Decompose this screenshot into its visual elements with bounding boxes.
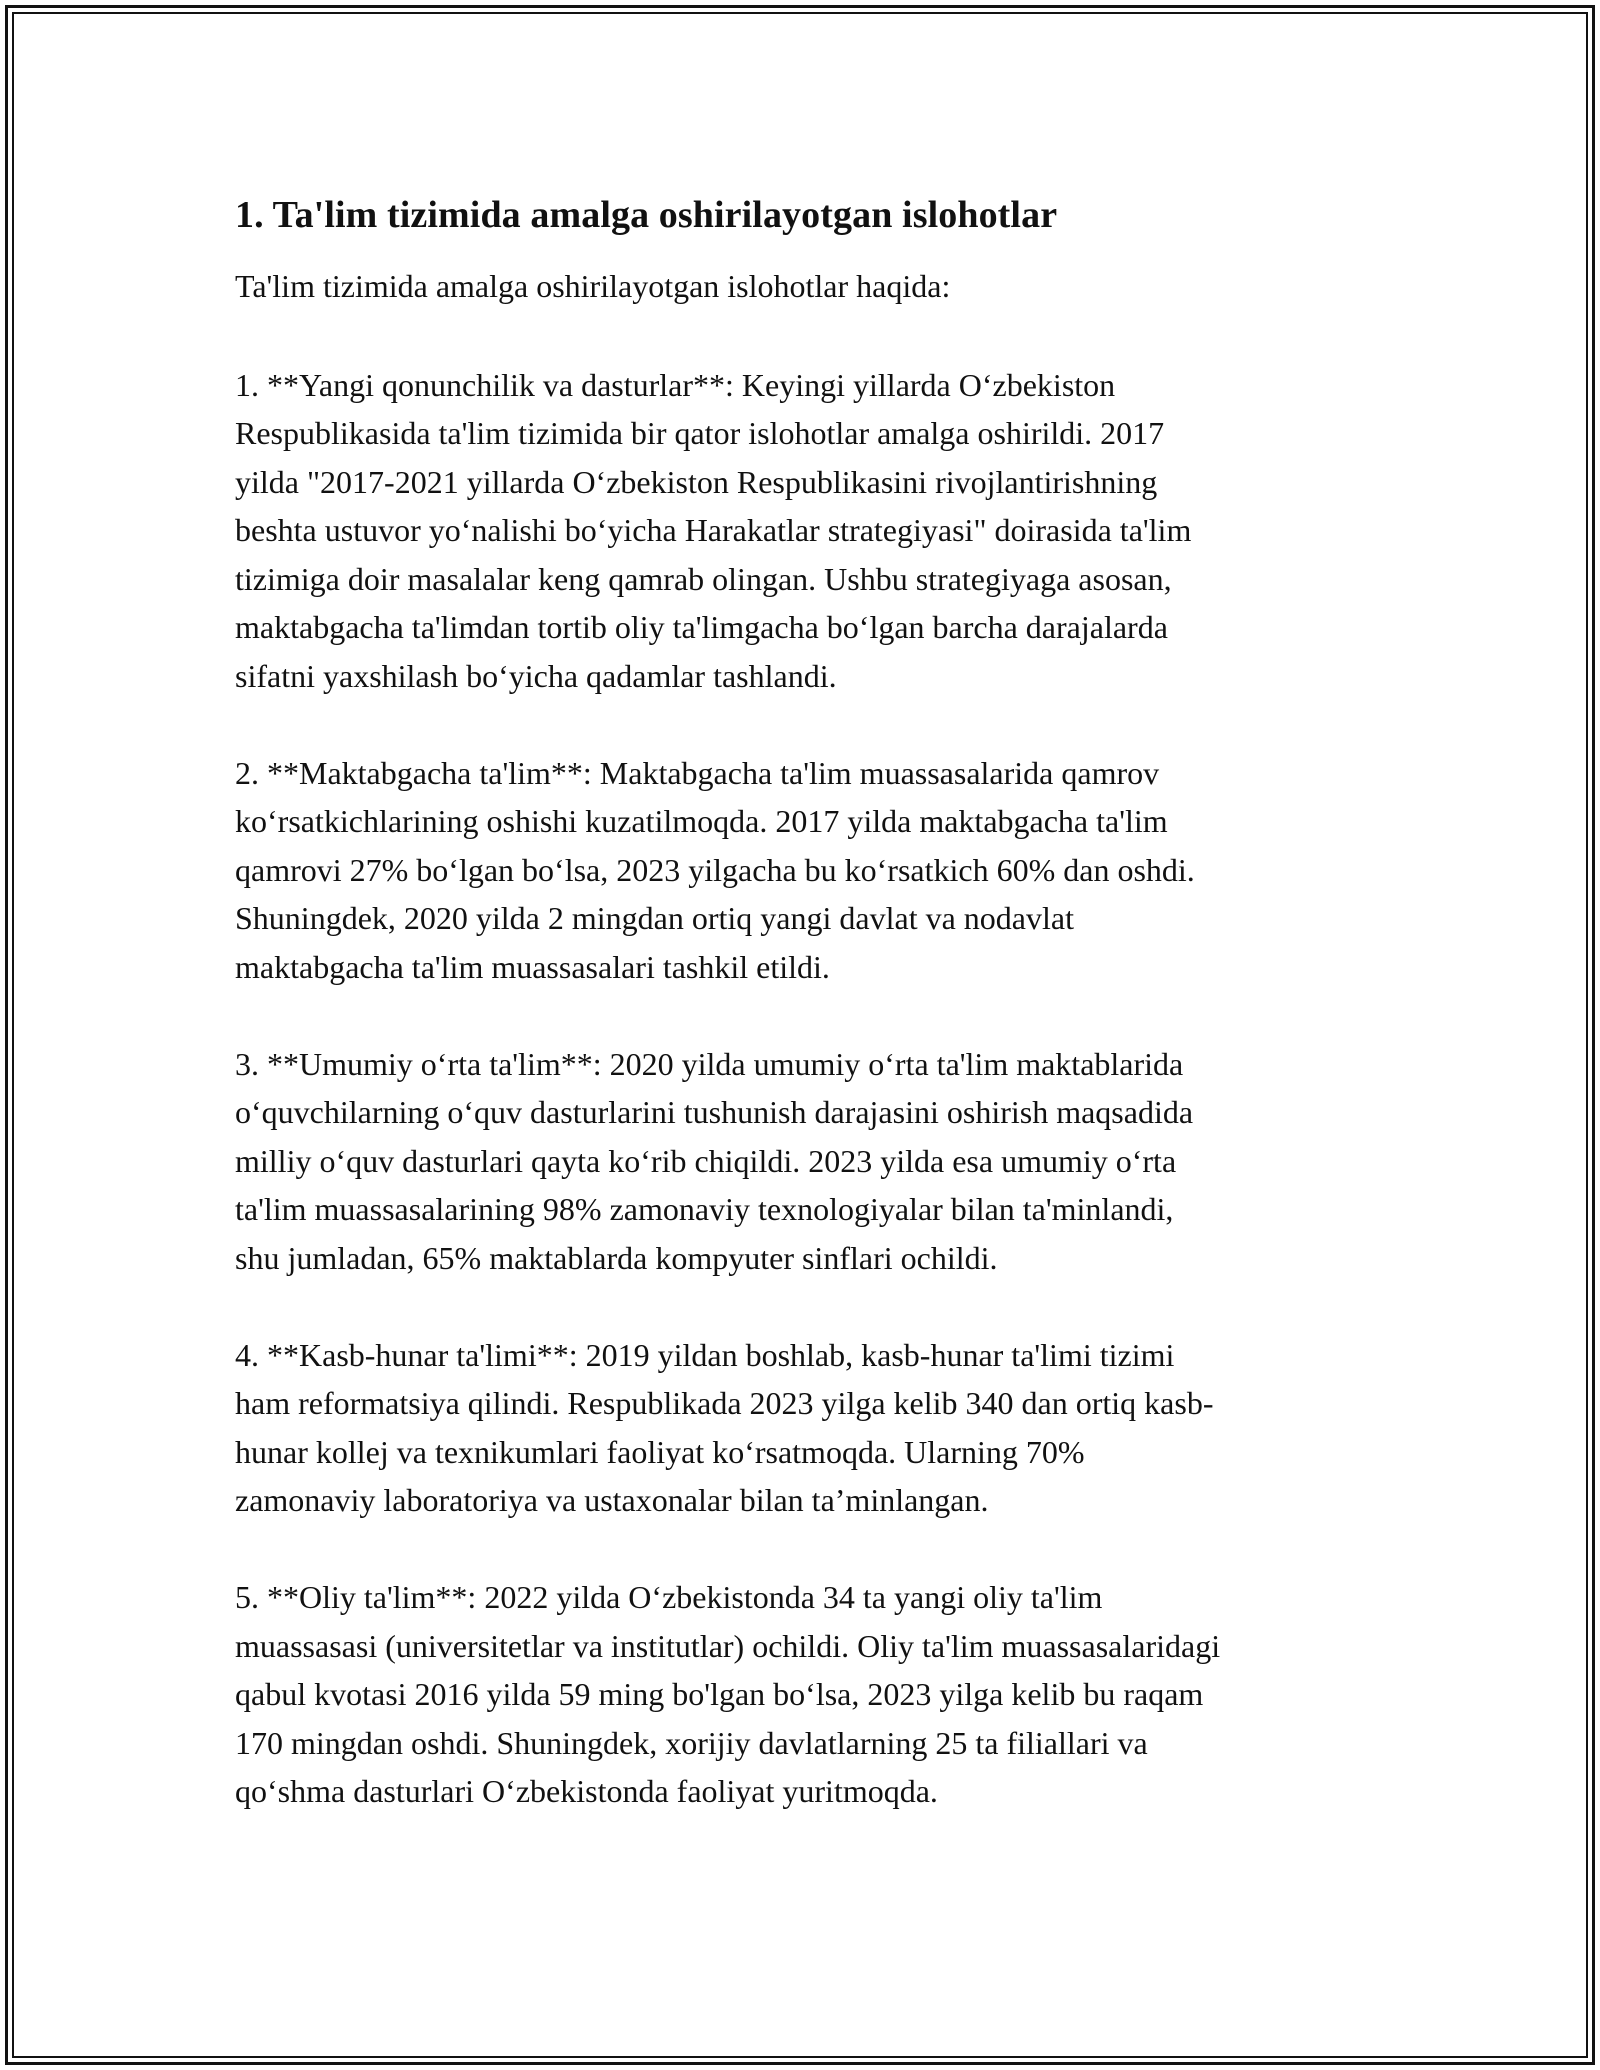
paragraph-secondary: 3. **Umumiy o‘rta ta'lim**: 2020 yilda umumiy o‘rta ta'lim maktablarida o‘quvchilarning o‘quv dasturlarini tushunish darajasini oshirish maqsadida milliy o‘quv dasturlari qayta ko‘rib chiqildi. 2023 yilda esa umumiy o‘rta ta'lim muassasalarining 98% zamonaviy texnologiyalar bilan ta'minlandi, shu jumladan, 65% maktablarda kompyuter sinflari ochildi. — [235, 1045, 1194, 1276]
document-body — [235, 190, 1375, 1864]
intro-text: Ta'lim tizimida amalga oshirilayotgan islohotlar haqida: — [235, 268, 951, 304]
paragraph-higher: 5. **Oliy ta'lim**: 2022 yilda O‘zbekistonda 34 ta yangi oliy ta'lim muassasasi (universitetlar va institutlar) ochildi. Oliy ta'lim muassasalaridagi qabul kvotasi 2016 yilda 59 ming bo'lgan bo‘lsa, 2023 yilga kelib bu raqam 170 mingdan oshdi. Shuningdek, xorijiy davlatlarning 25 ta filiallari va qo‘shma dasturlari O‘zbekistonda faoliyat yuritmoqda. — [235, 1579, 1221, 1809]
document-title: 1. Ta'lim tizimida amalga oshirilayotgan islohotlar — [235, 194, 1058, 236]
paragraph-vocational: 4. **Kasb-hunar ta'limi**: 2019 yildan boshlab, kasb-hunar ta'limi tizimi ham reformatsiya qilindi. Respublikada 2023 yilga kelib 340 dan ortiq kasb- hunar kollej va texnikumlari faoliyat ko‘rsatmoqda. Ularning 70% zamonaviy laboratoriya va ustaxonalar bilan ta’minlangan. — [235, 1336, 1214, 1518]
paragraph-legislation: 1. **Yangi qonunchilik va dasturlar**: Keyingi yillarda O‘zbekiston Respublikasida ta'lim tizimida bir qator islohotlar amalga oshirildi. 2017 yilda "2017-2021 yillarda O‘zbekiston Respublikasini rivojlantirishning beshta ustuvor yo‘nalishi bo‘yicha Harakatlar strategiyasi" doirasida ta'lim tizimiga doir masalalar keng qamrab olingan. Ushbu strategiyaga asosan, maktabgacha ta'limdan tortib oliy ta'limgacha bo‘lgan barcha darajalarda sifatni yaxshilash bo‘yicha qadamlar tashlandi. — [235, 366, 1192, 694]
paragraph-preschool: 2. **Maktabgacha ta'lim**: Maktabgacha ta'lim muassasalarida qamrov ko‘rsatkichlarining oshishi kuzatilmoqda. 2017 yilda maktabgacha ta'lim qamrovi 27% bo‘lgan bo‘lsa, 2023 yilgacha bu ko‘rsatkich 60% dan oshdi. Shuningdek, 2020 yilda 2 mingdan ortiq yangi davlat va nodavlat maktabgacha ta'lim muassasalari tashkil etildi. — [235, 754, 1195, 985]
